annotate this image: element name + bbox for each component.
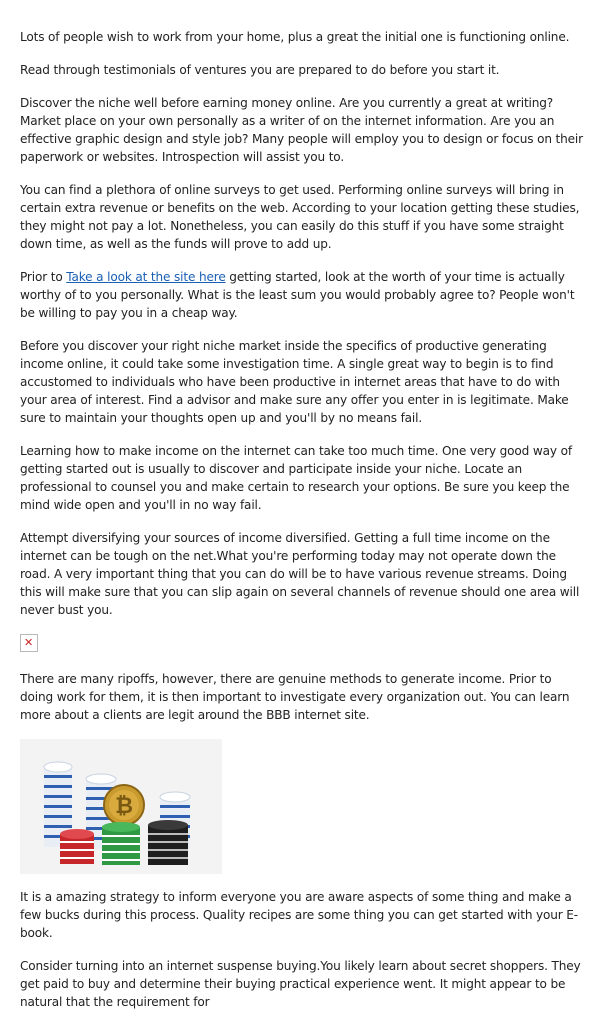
paragraph-testimonials: Read through testimonials of ventures you are prepared to do before you start it. [20, 63, 500, 77]
paragraph-intro: Lots of people wish to work from your home, plus a great the initial one is functioning online. [20, 30, 570, 44]
link-before-text: Prior to [20, 270, 67, 284]
paragraph-niche: Discover the niche well before earning money online. Are you currently a great at writing? Market place on your own personally as a writer of on the internet information. Are you an effective graphic design and style job? Many people will employ you to design or focus on their paperwork or websites. Introspection will assist you to. [20, 96, 583, 164]
paragraph-with-link [20, 268, 585, 322]
paragraph-right-niche: Before you discover your right niche market inside the specifics of productive generating income online, it could take some investigation time. A single great way to begin is to find accustomed to individuals who have been productive in internet areas that have to do with your area of interest. Find a advisor and make sure any offer you enter in is legitimate. Make sure to maintain your thoughts open up and you'll by no means fail. [20, 339, 569, 425]
paragraph-ebook: It is a amazing strategy to inform everyone you are aware aspects of some thing and make a few bucks during this process. Quality recipes are some thing you can get started with your E-book. [20, 890, 579, 940]
paragraph-secret-shopper: Consider turning into an internet suspense buying.You likely learn about secret shoppers. They get paid to buy and determine their buying practical experience went. It might appear to be natural that the requirement for [20, 959, 581, 1009]
site-link[interactable]: Take a look at the site here [66, 270, 226, 284]
paragraph-ripoffs: There are many ripoffs, however, there are genuine methods to generate income. Prior to doing work for them, it is then important to investigate every organization out. You can learn more about a clients are legit around the BBB internet site. [20, 672, 570, 722]
bitcoin-symbol: ₿ [115, 794, 133, 819]
paragraph-learning: Learning how to make income on the internet can take too much time. One very good way of getting started out is usually to discover and participate inside your niche. Locate an professional to counsel you and make certain to research your options. Be sure you keep the mind wide open and you'll in no way fail. [20, 444, 572, 512]
chips-bitcoin-illustration [20, 739, 222, 874]
article-body [20, 28, 585, 1026]
paragraph-diversify: Attempt diversifying your sources of income diversified. Getting a full time income on the internet can be tough on the net.What you're performing today may not operate down the road. A very important thing that you can do will be to have various revenue streams. Doing this will make sure that you can slip again on several channels of revenue should one area will never bust you. [20, 531, 580, 617]
casino-chips-image [20, 739, 222, 874]
link-after-text: getting started, look at the worth of your time is actually worthy of to you personally. What is the least sum you would probably agree to? People won't be willing to pay you in a cheap way. [20, 270, 575, 320]
paragraph-surveys: You can find a plethora of online surveys to get used. Performing online surveys will bring in certain extra revenue or benefits on the web. According to your location getting these studies, they might not pay a lot. Nonetheless, you can easily do this stuff if you have some straight down time, as well as the funds will prove to add up. [20, 183, 580, 251]
broken-image-icon [20, 634, 38, 652]
